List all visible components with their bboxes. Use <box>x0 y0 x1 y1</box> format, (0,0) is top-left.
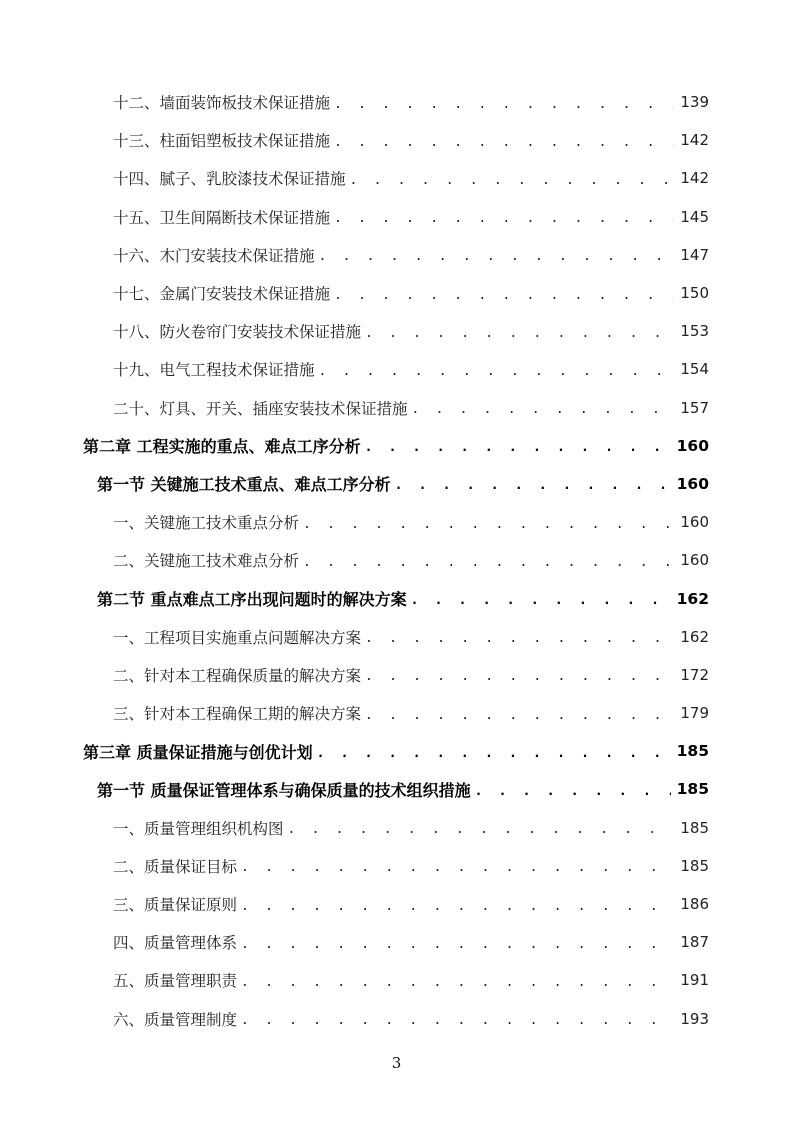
toc-entry-title: 一、工程项目实施重点问题解决方案 <box>113 628 362 647</box>
toc-leader-dots <box>350 173 675 188</box>
toc-leader-dots <box>365 708 674 723</box>
toc-entry-page: 147 <box>680 245 709 264</box>
toc-entry-page: 157 <box>680 398 709 417</box>
toc-entry-title: 十五、卫生间隔断技术保证措施 <box>113 208 331 227</box>
toc-entry[interactable] <box>0 121 793 159</box>
toc-leader-dots <box>241 860 674 875</box>
toc-entry-title: 一、关键施工技术重点分析 <box>113 514 300 533</box>
toc-leader-dots <box>365 631 674 646</box>
toc-leader-dots <box>241 937 674 952</box>
toc-entry-title: 十四、腻子、乳胶漆技术保证措施 <box>113 170 346 189</box>
toc-entry[interactable] <box>0 274 793 312</box>
toc-entry[interactable] <box>0 1000 793 1038</box>
toc-entry-page: 160 <box>676 474 709 493</box>
toc-leader-dots <box>412 402 675 417</box>
table-of-contents <box>0 83 793 1038</box>
toc-entry-page: 154 <box>680 360 709 379</box>
toc-leader-dots <box>319 364 675 379</box>
toc-entry[interactable] <box>0 312 793 350</box>
toc-entry-page: 179 <box>680 704 709 723</box>
toc-entry-title: 第二章 工程实施的重点、难点工序分析 <box>83 437 361 457</box>
toc-leader-dots <box>334 135 674 150</box>
toc-leader-dots <box>334 97 674 112</box>
toc-leader-dots <box>319 249 675 264</box>
toc-entry-title: 十七、金属门安装技术保证措施 <box>113 285 331 304</box>
toc-entry-title: 六、质量管理制度 <box>113 1010 238 1029</box>
toc-entry-title: 三、质量保证原则 <box>113 896 238 915</box>
toc-leader-dots <box>395 478 671 493</box>
toc-entry-title: 十三、柱面铝塑板技术保证措施 <box>113 132 331 151</box>
toc-entry-page: 160 <box>680 551 709 570</box>
toc-entry[interactable] <box>0 159 793 197</box>
page-number: 3 <box>391 1054 402 1072</box>
toc-entry-page: 153 <box>680 322 709 341</box>
toc-entry-page: 193 <box>680 1009 709 1028</box>
toc-entry-title: 五、质量管理职责 <box>113 972 238 991</box>
toc-leader-dots <box>241 899 674 914</box>
toc-entry[interactable] <box>0 236 793 274</box>
toc-entry[interactable] <box>0 809 793 847</box>
toc-entry-page: 186 <box>680 895 709 914</box>
toc-leader-dots <box>365 669 674 684</box>
toc-entry[interactable] <box>0 350 793 388</box>
toc-entry-title: 十八、防火卷帘门安装技术保证措施 <box>113 323 362 342</box>
toc-leader-dots <box>288 822 675 837</box>
toc-entry-page: 160 <box>676 436 709 455</box>
toc-entry-page: 187 <box>680 933 709 952</box>
toc-entry[interactable] <box>0 503 793 541</box>
toc-leader-dots <box>317 746 671 761</box>
toc-section-entry[interactable] <box>0 579 793 617</box>
toc-entry[interactable] <box>0 923 793 961</box>
toc-entry-title: 二、针对本工程确保质量的解决方案 <box>113 666 362 685</box>
toc-leader-dots <box>365 326 674 341</box>
toc-entry-title: 三、针对本工程确保工期的解决方案 <box>113 705 362 724</box>
toc-entry-page: 150 <box>680 284 709 303</box>
toc-leader-dots <box>334 211 674 226</box>
toc-entry-title: 第三章 质量保证措施与创优计划 <box>83 742 313 762</box>
toc-leader-dots <box>475 784 671 799</box>
toc-entry-title: 第一节 关键施工技术重点、难点工序分析 <box>97 475 391 495</box>
toc-entry-title: 第一节 质量保证管理体系与确保质量的技术组织措施 <box>97 780 471 800</box>
toc-entry-page: 185 <box>676 742 709 761</box>
toc-entry-page: 185 <box>676 780 709 799</box>
toc-entry[interactable] <box>0 198 793 236</box>
toc-section-entry[interactable] <box>0 465 793 503</box>
toc-leader-dots <box>365 440 671 455</box>
toc-entry-title: 二十、灯具、开关、插座安装技术保证措施 <box>113 399 408 418</box>
toc-entry-page: 160 <box>680 513 709 532</box>
toc-leader-dots <box>303 517 674 532</box>
toc-leader-dots <box>241 1013 674 1028</box>
toc-entry-page: 185 <box>680 856 709 875</box>
toc-entry[interactable] <box>0 961 793 999</box>
toc-entry-title: 十六、木门安装技术保证措施 <box>113 246 315 265</box>
toc-entry-page: 162 <box>680 627 709 646</box>
toc-entry-page: 142 <box>680 131 709 150</box>
toc-entry-page: 142 <box>680 169 709 188</box>
toc-entry-page: 162 <box>676 589 709 608</box>
toc-entry-title: 二、质量保证目标 <box>113 857 238 876</box>
toc-chapter-entry[interactable] <box>0 427 793 465</box>
toc-leader-dots <box>241 975 674 990</box>
toc-entry-title: 四、质量管理体系 <box>113 934 238 953</box>
toc-entry[interactable] <box>0 885 793 923</box>
toc-entry[interactable] <box>0 389 793 427</box>
toc-leader-dots <box>303 555 674 570</box>
toc-entry[interactable] <box>0 618 793 656</box>
toc-entry[interactable] <box>0 694 793 732</box>
toc-entry-page: 185 <box>680 818 709 837</box>
toc-entry[interactable] <box>0 83 793 121</box>
toc-entry-title: 十二、墙面装饰板技术保证措施 <box>113 94 331 113</box>
toc-entry-title: 一、质量管理组织机构图 <box>113 819 284 838</box>
toc-leader-dots <box>411 593 671 608</box>
toc-entry-title: 二、关键施工技术难点分析 <box>113 552 300 571</box>
toc-entry-page: 145 <box>680 207 709 226</box>
toc-chapter-entry[interactable] <box>0 732 793 770</box>
toc-entry-title: 第二节 重点难点工序出现问题时的解决方案 <box>97 590 407 610</box>
toc-entry[interactable] <box>0 847 793 885</box>
toc-section-entry[interactable] <box>0 770 793 808</box>
toc-entry-page: 139 <box>680 93 709 112</box>
toc-entry-title: 十九、电气工程技术保证措施 <box>113 361 315 380</box>
toc-entry-page: 172 <box>680 665 709 684</box>
toc-entry[interactable] <box>0 541 793 579</box>
toc-entry-page: 191 <box>680 971 709 990</box>
toc-entry[interactable] <box>0 656 793 694</box>
toc-leader-dots <box>334 288 674 303</box>
